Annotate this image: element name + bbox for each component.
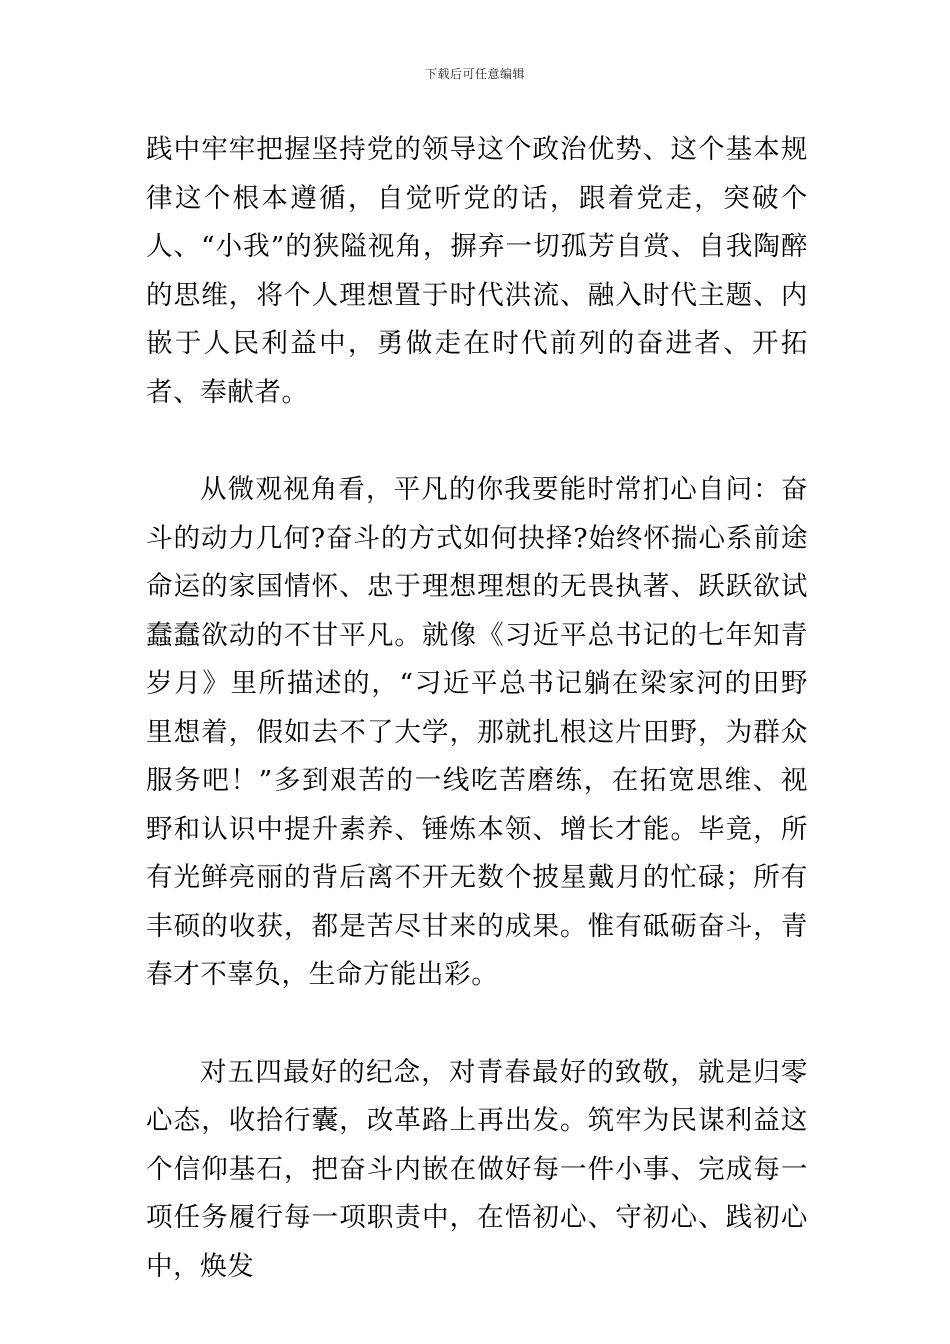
page-header-note: 下载后可任意编辑 — [424, 67, 525, 81]
paragraph-2: 从微观视角看，平凡的你我要能时常扪心自问：奋斗的动力几何?奋斗的方式如何抉择?始终怀揣心系前途命运的家国情怀、忠于理想理想的无畏执著、跃跃欲试蠢蠢欲动的不甘平凡。就像《习近平总书记的七年知青岁月》里所描述的，“习近平总书记躺在梁家河的田野里想着，假如去不了大学，那就扎根这片田野，为群众服务吧！”多到艰苦的一线吃苦磨练，在拓宽思维、视野和认识中提升素养、锤炼本领、增长才能。毕竟，所有光鲜亮丽的背后离不开无数个披星戴月的忙碌；所有丰硕的收获，都是苦尽甘来的成果。惟有砥砺奋斗，青春才不辜负，生命方能出彩。 — [146, 474, 808, 990]
paragraph-1: 践中牢牢把握坚持党的领导这个政治优势、这个基本规律这个根本遵循，自觉听党的话，跟着党走，突破个人、“小我”的狭隘视角，摒弃一切孤芳自赏、自我陶醉的思维，将个人理想置于时代洪流、融入时代主题、内嵌于人民利益中，勇做走在时代前列的奋进者、开拓者、奉献者。 — [146, 134, 808, 408]
document-body — [146, 126, 808, 1291]
paragraph-3: 对五四最好的纪念，对青春最好的致敬，就是归零心态，收拾行囊，改革路上再出发。筑牢为民谋利益这个信仰基石，把奋斗内嵌在做好每一件小事、完成每一项任务履行每一项职责中，在悟初心、守初心、践初心中，焕发 — [146, 1056, 808, 1282]
